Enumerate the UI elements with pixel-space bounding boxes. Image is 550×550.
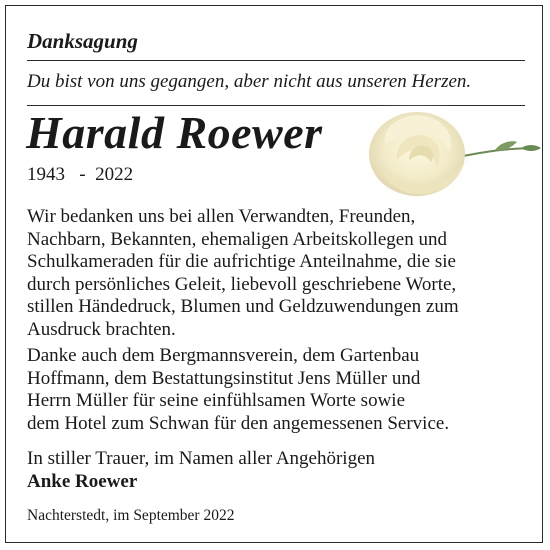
- deceased-name: Harald Roewer: [26, 107, 323, 158]
- body-line: Wir bedanken uns bei allen Verwandten, Freunden,: [27, 206, 416, 227]
- white-rose-icon: [345, 90, 545, 210]
- divider-top: [27, 60, 525, 61]
- body-line: dem Hotel zum Schwan für den angemessenen Service.: [27, 412, 450, 434]
- body-line: Ausdruck brachten.: [27, 318, 176, 340]
- place-date: Nachterstedt, im September 2022: [27, 507, 235, 524]
- notice-body: [27, 206, 532, 435]
- thanks-paragraph-2: [27, 345, 532, 435]
- body-line: Danke auch dem Bergmannsverein, dem Gartenbau: [27, 345, 420, 366]
- thanks-paragraph-1: [27, 206, 532, 341]
- body-line: durch persönliches Geleit, liebevoll geschriebene Worte,: [27, 273, 457, 295]
- body-line: Hoffmann, dem Bestattungsinstitut Jens Müller und: [27, 367, 421, 389]
- life-dates: 1943 - 2022: [27, 164, 134, 185]
- closing-block: [27, 448, 527, 493]
- closing-line: In stiller Trauer, im Namen aller Angehörigen: [27, 448, 376, 469]
- body-line: Schulkameraden für die aufrichtige Anteilnahme, die sie: [27, 251, 456, 272]
- notice-heading: Danksagung: [27, 29, 138, 53]
- body-line: Herrn Müller für seine einfühlsamen Worte sowie: [27, 390, 406, 411]
- notice-subtitle: Du bist von uns gegangen, aber nicht aus unseren Herzen.: [27, 71, 472, 92]
- body-line: stillen Händedruck, Blumen und Geldzuwendungen zum: [27, 296, 459, 317]
- signer-name: Anke Roewer: [27, 470, 138, 492]
- body-line: Nachbarn, Bekannten, ehemaligen Arbeitskollegen und: [27, 228, 447, 250]
